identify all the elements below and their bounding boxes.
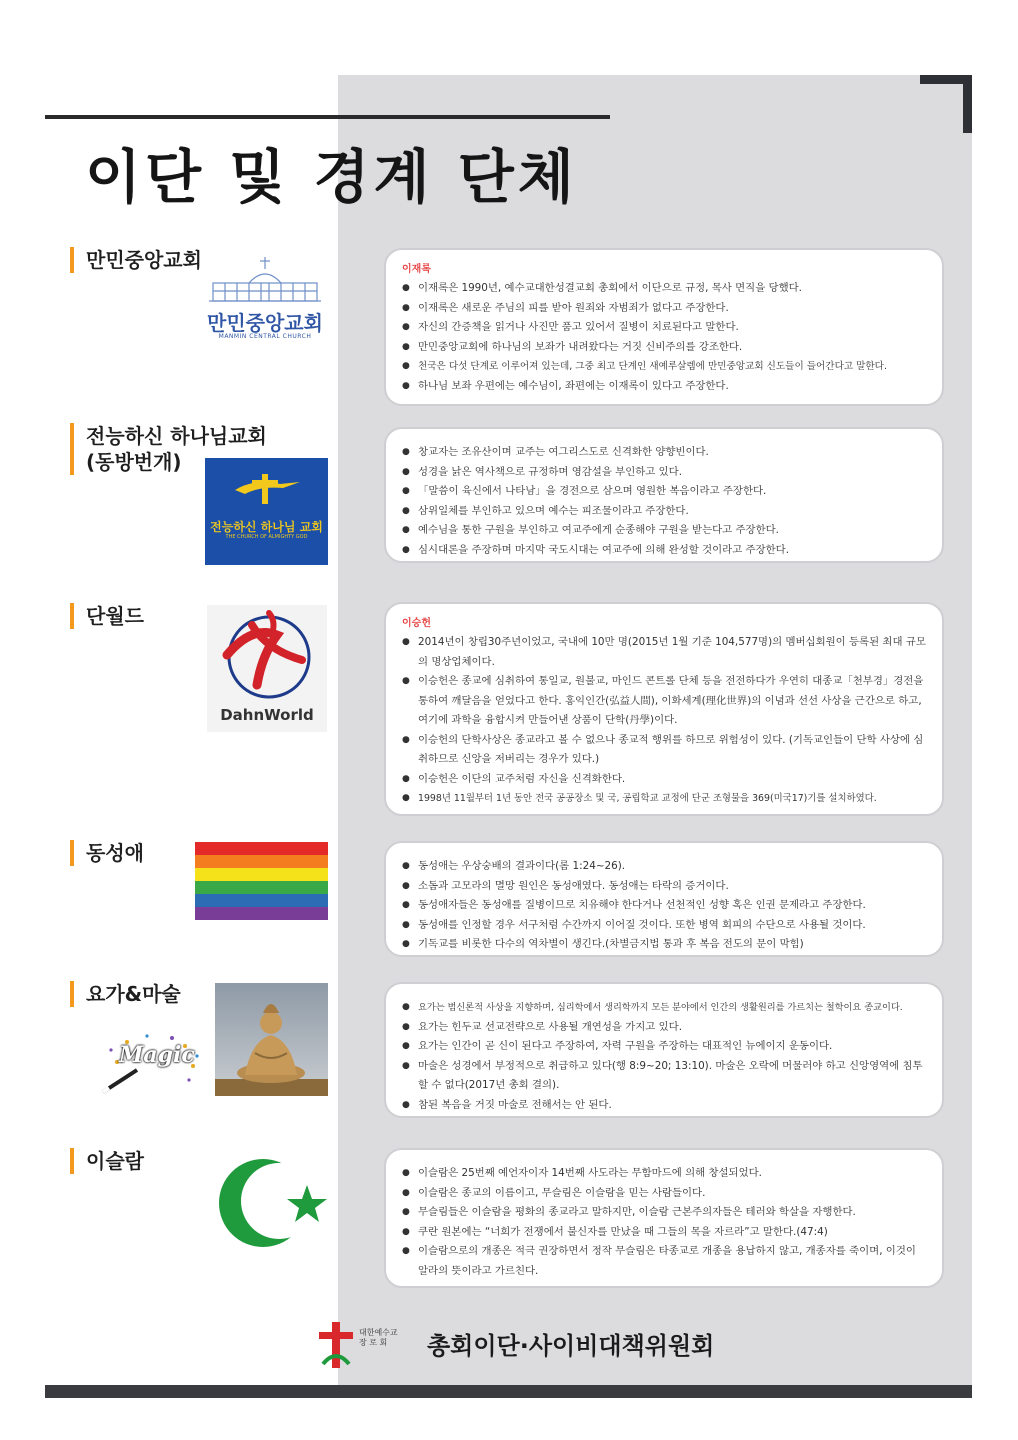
list-item: ● 2014년이 창립30주년이었고, 국내에 10만 명(2015년 1월 기준 104,577명)의 멤버십회원이 등록된 최대 규모의 명상업체이다. <box>402 633 926 672</box>
list-item: ● 쿠란 원본에는 “너희가 전쟁에서 불신자를 만났을 때 그들의 목을 자르라”고 말한다.(47:4) <box>402 1223 926 1243</box>
list-item: ● 이슬람은 종교의 이름이고, 무슬림은 이슬람을 믿는 사람들이다. <box>402 1184 926 1204</box>
church-cross-emblem-icon <box>315 1320 357 1370</box>
info-box-yoga-magic <box>384 982 944 1118</box>
list-item: ● 동성애를 인정할 경우 서구처럼 수간까지 이어질 것이다. 또한 병역 회피의 수단으로 사용될 것이다. <box>402 916 926 936</box>
list-item: ● 동성애는 우상숭배의 결과이다(롬 1:24~26). <box>402 857 926 877</box>
rainbow-stripe <box>195 881 328 894</box>
footer-org-small-line: 장 로 회 <box>359 1338 388 1347</box>
section-label-yoga-magic: 요가&마술 <box>70 981 181 1007</box>
info-list <box>402 853 926 955</box>
list-item: ● 이승헌의 단학사상은 종교라고 볼 수 없으나 종교적 행위를 하므로 위험성이 있다. (기독교인들이 단학 사상에 심취하므로 신앙을 저버리는 경우가 있다.) <box>402 731 926 770</box>
meditating-statue-icon <box>215 983 328 1096</box>
section-label-islam: 이슬람 <box>70 1148 144 1174</box>
list-item: ● 하나님 보좌 우편에는 예수님이, 좌편에는 이재록이 있다고 주장한다. <box>402 377 926 397</box>
poster <box>45 75 972 1398</box>
manmin-logo-eng: MANMIN CENTRAL CHURCH <box>218 333 312 340</box>
list-item: ● 마술은 성경에서 부정적으로 취급하고 있다(행 8:9~20; 13:10). 마술은 오락에 머물러야 하고 신앙영역에 침투할 수 없다(2017년 총회 결의). <box>402 1057 926 1096</box>
dahnworld-emblem-icon <box>207 605 327 705</box>
list-item: ● 1998년 11월부터 1년 동안 전국 공공장소 및 국, 공립학교 교정에 단군 조형물을 369(미국17)기를 설치하였다. <box>402 789 926 809</box>
crescent-star-icon <box>217 1153 329 1253</box>
section-label-homosexuality: 동성애 <box>70 840 144 866</box>
info-list <box>402 1160 926 1281</box>
list-item: ● 요가는 인간이 곧 신이 된다고 주장하여, 자력 구원을 주장하는 대표적인 뉴에이지 운동이다. <box>402 1037 926 1057</box>
list-item: ● 심시대론을 주장하며 마지막 국도시대는 여교주에 의해 완성할 것이라고 주장한다. <box>402 541 926 561</box>
info-list <box>402 633 926 809</box>
almighty-god-logo <box>205 458 328 565</box>
info-list <box>402 439 926 560</box>
shiva-statue-image <box>215 983 328 1096</box>
corner-mark-vertical <box>963 75 972 133</box>
list-item: ● 무슬림들은 이슬람을 평화의 종교라고 말하지만, 이슬람 근본주의자들은 테러와 학살을 자행한다. <box>402 1203 926 1223</box>
bottom-bar <box>45 1385 972 1398</box>
list-item: ● 천국은 다섯 단계로 이루어져 있는데, 그중 최고 단계인 새예루살렘에 만민중앙교회 신도들이 들어간다고 말한다. <box>402 357 926 377</box>
info-box-eastern-lightning <box>384 427 944 563</box>
info-box-homosexuality <box>384 841 944 957</box>
list-item: ● 요가는 범신론적 사상을 지향하며, 심리학에서 생리학까지 모든 분야에서 인간의 생활원리를 가르치는 철학이요 종교이다. <box>402 998 926 1018</box>
islam-symbol <box>217 1153 329 1253</box>
info-box-dahnworld <box>384 602 944 816</box>
manmin-logo-name: 만민중앙교회 <box>207 311 323 335</box>
dahnworld-logo-name: DahnWorld <box>220 706 314 724</box>
section-label-manmin: 만민중앙교회 <box>70 247 202 273</box>
dahnworld-logo <box>207 605 327 732</box>
rainbow-stripe <box>195 894 328 907</box>
title-rule <box>45 115 610 119</box>
list-item: ● 이승헌은 이단의 교주처럼 자신을 신격화한다. <box>402 770 926 790</box>
list-item: ● 삼위일체를 부인하고 있으며 예수는 피조물이라고 주장한다. <box>402 502 926 522</box>
section-label-main: 전능하신 하나님교회 <box>86 424 267 448</box>
magic-text: Magic <box>119 1042 195 1068</box>
leader-name: 이승헌 <box>402 618 431 629</box>
footer-org-small-line: 대한예수교 <box>359 1328 398 1337</box>
info-box-islam <box>384 1148 944 1288</box>
info-list <box>402 994 926 1115</box>
list-item: ● 참된 복음을 거짓 마술로 전해서는 안 된다. <box>402 1096 926 1116</box>
footer-org-small <box>359 1328 399 1348</box>
church-building-icon <box>205 255 325 307</box>
manmin-logo <box>205 255 325 350</box>
list-item: ● 요가는 힌두교 선교전략으로 사용될 개연성을 가지고 있다. <box>402 1018 926 1038</box>
info-list <box>402 279 926 396</box>
list-item: ● 기독교를 비롯한 다수의 역차별이 생긴다.(차별금지법 통과 후 복음 전도의 문이 막힘) <box>402 935 926 955</box>
list-item: ● 「말씀이 육신에서 나타남」을 경전으로 삼으며 영원한 복음이라고 주장한다. <box>402 482 926 502</box>
info-box-manmin <box>384 248 944 406</box>
section-label-dahnworld: 단월드 <box>70 603 144 629</box>
section-label-sub: (동방번개) <box>86 450 182 474</box>
list-item: ● 이승헌은 종교에 심취하여 통일교, 원불교, 마인드 콘트롤 단체 등을 전전하다가 우연히 대종교「천부경」경전을 통하여 깨달음을 얻었다고 한다. 홍익인간(弘益人間), 이화세계(理化世界)의 이념과 선선 사상을 근간으로 하고, 여기에 과학을 융합시켜 만들어낸 상품이 단학(丹學)이다. <box>402 672 926 731</box>
list-item: ● 소돔과 고모라의 멸망 원인은 동성애였다. 동성애는 타락의 증거이다. <box>402 877 926 897</box>
list-item: ● 만민중앙교회에 하나님의 보좌가 내려왔다는 거짓 신비주의를 강조한다. <box>402 338 926 358</box>
list-item: ● 이재록은 1990년, 예수교대한성결교회 총회에서 이단으로 규정, 목사 면직을 당했다. <box>402 279 926 299</box>
rainbow-flag <box>195 842 328 920</box>
footer <box>315 1320 715 1370</box>
list-item: ● 이재록은 새로운 주님의 피를 받아 원죄와 자범죄가 없다고 주장한다. <box>402 299 926 319</box>
almighty-god-logo-eng: THE CHURCH OF ALMIGHTY GOD <box>225 534 308 540</box>
list-item: ● 예수님을 통한 구원을 부인하고 여교주에게 순종해야 구원을 받는다고 주장한다. <box>402 521 926 541</box>
leader-name: 이재록 <box>402 264 431 275</box>
list-item: ● 동성애자들은 동성애를 질병이므로 치유해야 한다거나 선천적인 성향 혹은 인권 문제라고 주장한다. <box>402 896 926 916</box>
magic-image <box>97 1032 202 1100</box>
rainbow-stripe <box>195 855 328 868</box>
rainbow-stripe <box>195 842 328 855</box>
page-title: 이단 및 경계 단체 <box>85 143 578 211</box>
almighty-god-logo-name: 전능하신 하나님 교회 <box>210 520 323 534</box>
list-item: ● 이슬람은 25번째 예언자이자 14번째 사도라는 무함마드에 의해 창설되었다. <box>402 1164 926 1184</box>
cross-emblem-icon <box>205 458 328 516</box>
rainbow-stripe <box>195 907 328 920</box>
list-item: ● 자신의 간증책을 읽거나 사진만 품고 있어서 질병이 치료된다고 말한다. <box>402 318 926 338</box>
list-item: ● 창교자는 조유산이며 교주는 여그리스도로 신격화한 양향빈이다. <box>402 443 926 463</box>
rainbow-stripe <box>195 868 328 881</box>
list-item: ● 이슬람으로의 개종은 적극 권장하면서 정작 무슬림은 타종교로 개종을 용납하지 않고, 개종자를 죽이며, 이것이 알라의 뜻이라고 가르친다. <box>402 1242 926 1281</box>
footer-org-name: 총회이단·사이비대책위원회 <box>427 1332 715 1360</box>
list-item: ● 성경을 낡은 역사책으로 규정하며 영감설을 부인하고 있다. <box>402 463 926 483</box>
